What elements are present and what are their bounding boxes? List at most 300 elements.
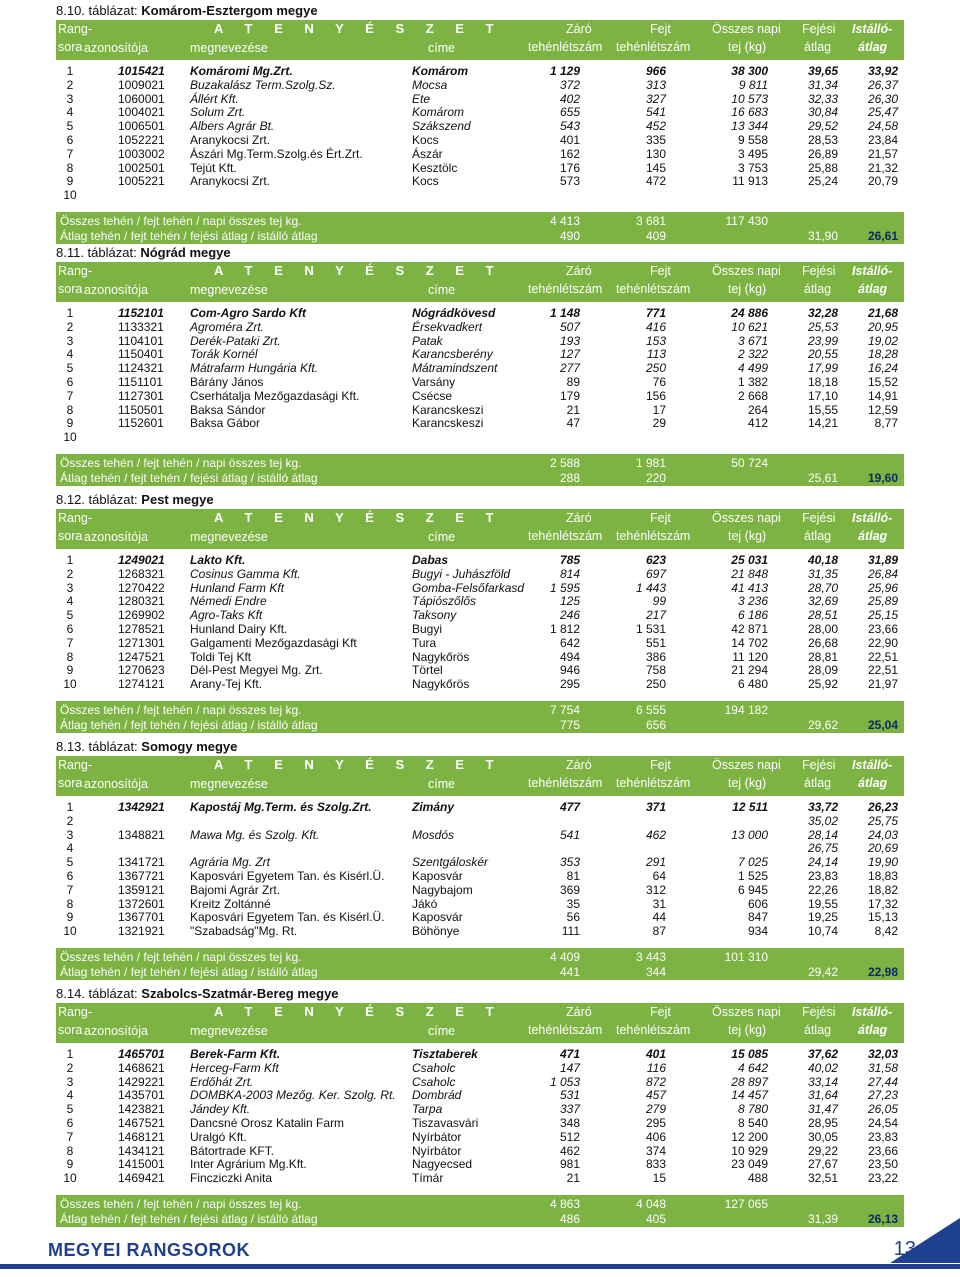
id-cell: 1434121 xyxy=(118,1143,165,1158)
osszes-tej-cell: 6 480 xyxy=(737,677,768,692)
rank-cell: 4 xyxy=(66,841,74,856)
summary-label-averages: Átlag tehén / fejt tehén / fejési átlag / istálló átlag xyxy=(60,228,318,243)
id-cell: 1002501 xyxy=(118,160,165,175)
rank-cell: 8 xyxy=(66,1143,74,1158)
istallo-atlag-cell: 23,66 xyxy=(867,1143,898,1158)
fejesi-atlag-cell: 28,09 xyxy=(807,663,838,678)
table-row xyxy=(56,1062,904,1076)
table-row xyxy=(56,1117,904,1131)
address-cell: Komárom xyxy=(412,64,469,78)
table-row xyxy=(56,79,904,93)
header-istallo-atlag: átlag xyxy=(858,529,888,543)
table-caption xyxy=(56,491,904,509)
id-cell: 1468621 xyxy=(118,1060,165,1075)
rank-cell: 7 xyxy=(66,1129,74,1144)
header-cime: címe xyxy=(428,777,456,791)
ranking-table xyxy=(56,1003,904,1227)
rank-cell: 10 xyxy=(63,924,77,939)
osszes-tej-cell: 606 xyxy=(747,896,768,911)
header-istallo: Istálló- xyxy=(852,1005,893,1019)
istallo-atlag-cell: 23,22 xyxy=(867,1171,898,1186)
footer-rule xyxy=(0,1264,960,1269)
address-cell: Tímár xyxy=(412,1171,444,1186)
fejesi-atlag-cell: 31,64 xyxy=(807,1088,838,1103)
table-row xyxy=(56,335,904,349)
header-sora: sora xyxy=(58,1023,83,1037)
header-osszes-napi: Összes napi xyxy=(712,1005,781,1019)
fejt-cell: 472 xyxy=(645,174,666,189)
fejesi-atlag-cell: 32,33 xyxy=(807,91,838,106)
fejesi-atlag-cell: 25,24 xyxy=(807,174,838,189)
id-cell: 1342921 xyxy=(118,800,165,814)
address-cell: Patak xyxy=(412,333,443,348)
name-cell: Hunland Farm Kft xyxy=(190,580,285,595)
name-cell: Kreitz Zoltánné xyxy=(190,896,271,911)
fejesi-atlag-cell: 26,75 xyxy=(807,841,838,856)
zaro-cell: 89 xyxy=(566,374,580,389)
istallo-atlag-cell: 22,51 xyxy=(867,649,898,664)
fejesi-atlag-cell: 25,88 xyxy=(807,160,838,175)
fejt-cell: 87 xyxy=(652,924,666,939)
istallo-atlag-cell: 32,03 xyxy=(867,1047,898,1061)
header-cime: címe xyxy=(428,41,456,55)
summary-label-totals: Összes tehén / fejt tehén / napi összes tej kg. xyxy=(60,702,302,717)
fejesi-atlag-cell: 37,62 xyxy=(807,1047,838,1061)
fejt-cell: 416 xyxy=(645,319,666,334)
header-atenyeszet: A T E N Y É S Z E T xyxy=(214,510,503,525)
header-istallo-atlag: átlag xyxy=(858,282,888,296)
fejt-cell: 833 xyxy=(645,1157,666,1172)
avg-fejesi: 31,39 xyxy=(807,1211,838,1226)
osszes-tej-cell: 14 702 xyxy=(731,635,768,650)
osszes-tej-cell: 11 120 xyxy=(732,649,768,664)
zaro-cell: 462 xyxy=(559,1143,580,1158)
fejt-cell: 295 xyxy=(645,1115,666,1130)
rank-cell: 5 xyxy=(66,855,74,870)
table-caption xyxy=(56,738,904,756)
name-cell: Baksa Sándor xyxy=(190,402,266,417)
header-sora: sora xyxy=(58,40,83,54)
istallo-atlag-cell: 25,47 xyxy=(867,105,898,120)
table-row xyxy=(56,390,904,404)
name-cell: Bátortrade KFT. xyxy=(190,1143,275,1158)
address-cell: Mátramindszent xyxy=(412,361,498,376)
summary-label-totals: Összes tehén / fejt tehén / napi összes tej kg. xyxy=(60,949,302,964)
fejt-cell: 250 xyxy=(645,361,666,376)
osszes-tej-cell: 2 668 xyxy=(737,388,768,403)
table-row xyxy=(56,1131,904,1145)
fejesi-atlag-cell: 20,55 xyxy=(807,347,838,362)
id-cell: 1280321 xyxy=(118,594,165,609)
rank-cell: 2 xyxy=(66,77,74,92)
id-cell: 1060001 xyxy=(118,91,165,106)
osszes-tej-cell: 3 495 xyxy=(737,146,768,161)
id-cell: 1006501 xyxy=(118,119,165,134)
rank-cell: 5 xyxy=(66,608,74,623)
id-cell: 1468121 xyxy=(118,1129,165,1144)
address-cell: Nagykőrös xyxy=(412,677,470,692)
zaro-cell: 543 xyxy=(559,119,580,134)
table-row xyxy=(56,1145,904,1159)
rank-cell: 5 xyxy=(66,361,74,376)
name-cell: Némedi Endre xyxy=(190,594,267,609)
table-row xyxy=(56,870,904,884)
fejt-cell: 406 xyxy=(645,1129,666,1144)
header-zaro: Záró xyxy=(566,22,592,36)
summary-label-averages: Átlag tehén / fejt tehén / fejési átlag / istálló átlag xyxy=(60,1211,318,1226)
rank-cell: 9 xyxy=(66,416,74,431)
istallo-atlag-cell: 26,05 xyxy=(867,1102,898,1117)
osszes-tej-cell: 11 913 xyxy=(732,174,768,189)
header-sora: sora xyxy=(58,776,83,790)
name-cell: Torák Kornél xyxy=(190,347,258,362)
header-azonosito: azonosítója xyxy=(84,530,148,544)
header-azonosito: azonosítója xyxy=(84,41,148,55)
zaro-cell: 541 xyxy=(559,827,580,842)
istallo-atlag-cell: 25,96 xyxy=(867,580,898,595)
istallo-atlag-cell: 33,92 xyxy=(867,64,898,78)
header-istallo-atlag: átlag xyxy=(858,40,888,54)
address-cell: Jákó xyxy=(412,896,438,911)
table-row xyxy=(56,1089,904,1103)
ranking-table xyxy=(56,509,904,733)
osszes-tej-cell: 13 344 xyxy=(731,119,768,134)
table-row xyxy=(56,842,904,856)
table-row xyxy=(56,568,904,582)
fejesi-atlag-cell: 40,18 xyxy=(807,553,838,567)
fejt-cell: 279 xyxy=(645,1102,666,1117)
header-osszes-napi: Összes napi xyxy=(712,758,781,772)
header-osszes-napi: Összes napi xyxy=(712,511,781,525)
header-tej-kg: tej (kg) xyxy=(728,776,767,790)
summary-band xyxy=(56,701,904,733)
fejesi-atlag-cell: 29,22 xyxy=(807,1143,838,1158)
summary-label-averages: Átlag tehén / fejt tehén / fejési átlag / istálló átlag xyxy=(60,470,318,485)
summary-label-totals: Összes tehén / fejt tehén / napi összes tej kg. xyxy=(60,1196,302,1211)
fejt-cell: 1 531 xyxy=(635,621,666,636)
address-cell: Nagybajom xyxy=(412,882,473,897)
caption-county: Komárom-Esztergom megye xyxy=(141,3,318,18)
rank-cell: 1 xyxy=(66,553,74,567)
name-cell: Lakto Kft. xyxy=(190,553,246,567)
header-megnevezes: megnevezése xyxy=(190,777,268,791)
caption-number: 8.13. táblázat: xyxy=(56,739,138,754)
name-cell: Herceg-Farm Kft xyxy=(190,1060,279,1075)
zaro-cell: 471 xyxy=(559,1047,580,1061)
osszes-tej-cell: 15 085 xyxy=(731,1047,768,1061)
osszes-tej-cell: 6 945 xyxy=(737,882,768,897)
istallo-atlag-cell: 31,89 xyxy=(867,553,898,567)
zaro-cell: 573 xyxy=(559,174,580,189)
zaro-cell: 402 xyxy=(559,91,580,106)
name-cell: "Szabadság"Mg. Rt. xyxy=(190,924,298,939)
name-cell: Uralgó Kft. xyxy=(190,1129,247,1144)
table-caption xyxy=(56,985,904,1003)
address-cell: Karancskeszi xyxy=(412,402,484,417)
header-istallo-atlag: átlag xyxy=(858,1023,888,1037)
id-cell: 1321921 xyxy=(118,924,165,939)
id-cell: 1469421 xyxy=(118,1171,165,1186)
osszes-tej-cell: 21 294 xyxy=(731,663,768,678)
county-section xyxy=(56,491,904,733)
istallo-atlag-cell: 14,91 xyxy=(867,388,898,403)
address-cell: Nyírbátor xyxy=(412,1129,462,1144)
fejesi-atlag-cell: 40,02 xyxy=(807,1060,838,1075)
istallo-atlag-cell: 25,15 xyxy=(867,608,898,623)
osszes-tej-cell: 24 886 xyxy=(731,306,768,320)
zaro-cell: 147 xyxy=(559,1060,580,1075)
header-fejt: Fejt xyxy=(650,264,671,278)
id-cell: 1151101 xyxy=(118,374,163,389)
table-row xyxy=(56,431,904,445)
zaro-cell: 35 xyxy=(566,896,580,911)
name-cell: Tejút Kft. xyxy=(190,160,237,175)
rank-cell: 4 xyxy=(66,1088,74,1103)
fejt-cell: 116 xyxy=(646,1060,666,1075)
fejesi-atlag-cell: 26,89 xyxy=(807,146,838,161)
header-rang: Rang- xyxy=(58,1005,93,1019)
rank-cell: 10 xyxy=(63,188,77,203)
zaro-cell: 21 xyxy=(566,402,580,417)
header-tej-kg: tej (kg) xyxy=(728,529,767,543)
istallo-atlag-cell: 17,32 xyxy=(867,896,898,911)
address-cell: Kaposvár xyxy=(412,868,463,883)
header-rang: Rang- xyxy=(58,511,93,525)
name-cell: Solum Zrt. xyxy=(190,105,246,120)
table-row xyxy=(56,417,904,431)
table-row xyxy=(56,678,904,692)
table-row xyxy=(56,856,904,870)
summary-label-totals: Összes tehén / fejt tehén / napi összes tej kg. xyxy=(60,213,302,228)
osszes-tej-cell: 1 382 xyxy=(737,374,768,389)
avg-zaro: 486 xyxy=(559,1211,580,1226)
avg-fejesi: 31,90 xyxy=(807,228,838,243)
header-istallo: Istálló- xyxy=(852,264,893,278)
fejt-cell: 153 xyxy=(645,333,666,348)
id-cell: 1372601 xyxy=(118,896,165,911)
name-cell: Kaposvári Egyetem Tan. és Kisérl.Ü. xyxy=(190,910,385,925)
header-tehenletszam: tehénlétszám xyxy=(528,282,603,296)
header-tej-kg: tej (kg) xyxy=(728,40,767,54)
osszes-tej-cell: 3 671 xyxy=(737,333,768,348)
name-cell: Bárány János xyxy=(190,374,264,389)
name-cell: Hunland Dairy Kft. xyxy=(190,621,288,636)
id-cell: 1359121 xyxy=(118,882,165,897)
rank-cell: 8 xyxy=(66,402,74,417)
header-tej-kg: tej (kg) xyxy=(728,282,767,296)
header-fejt: Fejt xyxy=(650,22,671,36)
name-cell: Komáromi Mg.Zrt. xyxy=(190,64,293,78)
fejesi-atlag-cell: 17,99 xyxy=(807,361,838,376)
header-zaro: Záró xyxy=(566,758,592,772)
istallo-atlag-cell: 26,23 xyxy=(867,800,898,814)
table-row xyxy=(56,664,904,678)
istallo-atlag-cell: 16,24 xyxy=(867,361,898,376)
table-row xyxy=(56,1048,904,1062)
id-cell: 1150401 xyxy=(118,347,164,362)
fejt-cell: 374 xyxy=(645,1143,666,1158)
istallo-atlag-cell: 21,68 xyxy=(867,306,898,320)
istallo-atlag-cell: 18,28 xyxy=(867,347,898,362)
caption-number: 8.11. táblázat: xyxy=(56,245,137,260)
fejesi-atlag-cell: 30,05 xyxy=(807,1129,838,1144)
rank-cell: 6 xyxy=(66,374,74,389)
header-megnevezes: megnevezése xyxy=(190,41,268,55)
zaro-cell: 176 xyxy=(559,160,580,175)
header-fejt-tehenletszam: tehénlétszám xyxy=(616,1023,691,1037)
header-megnevezes: megnevezése xyxy=(190,283,268,297)
osszes-tej-cell: 2 322 xyxy=(737,347,768,362)
name-cell: Cosinus Gamma Kft. xyxy=(190,566,301,581)
fejesi-atlag-cell: 30,84 xyxy=(807,105,838,120)
fejesi-atlag-cell: 28,51 xyxy=(807,608,838,623)
fejesi-atlag-cell: 10,74 xyxy=(807,924,838,939)
fejesi-atlag-cell: 32,51 xyxy=(807,1171,838,1186)
istallo-atlag-cell: 20,69 xyxy=(867,841,898,856)
id-cell: 1348821 xyxy=(118,827,165,842)
zaro-cell: 372 xyxy=(559,77,580,92)
name-cell: Baksa Gábor xyxy=(190,416,261,431)
table-row xyxy=(56,148,904,162)
name-cell: Albers Agrár Bt. xyxy=(190,119,275,134)
fejesi-atlag-cell: 14,21 xyxy=(807,416,838,431)
fejesi-atlag-cell: 31,34 xyxy=(807,77,838,92)
fejesi-atlag-cell: 25,53 xyxy=(807,319,838,334)
id-cell: 1052221 xyxy=(118,132,165,147)
ranking-table xyxy=(56,20,904,244)
rank-cell: 6 xyxy=(66,132,74,147)
rank-cell: 8 xyxy=(66,896,74,911)
avg-fejt: 405 xyxy=(645,1211,666,1226)
table-header xyxy=(56,756,904,796)
id-cell: 1015421 xyxy=(118,64,165,78)
name-cell: Erdőhát Zrt. xyxy=(190,1074,254,1089)
fejt-cell: 76 xyxy=(652,374,666,389)
fejt-cell: 386 xyxy=(645,649,666,664)
istallo-atlag-cell: 12,59 xyxy=(867,402,898,417)
total-tej: 127 065 xyxy=(724,1196,768,1211)
header-istallo: Istálló- xyxy=(852,511,893,525)
fejt-cell: 966 xyxy=(645,64,666,78)
zaro-cell: 246 xyxy=(559,608,580,623)
table-row xyxy=(56,307,904,321)
osszes-tej-cell: 10 929 xyxy=(731,1143,768,1158)
osszes-tej-cell: 12 511 xyxy=(732,800,768,814)
fejt-cell: 1 443 xyxy=(635,580,666,595)
address-cell: Ászár xyxy=(412,146,443,161)
rank-cell: 9 xyxy=(66,1157,74,1172)
istallo-atlag-cell: 22,90 xyxy=(867,635,898,650)
header-cime: címe xyxy=(428,530,456,544)
header-fejesi: Fejési xyxy=(802,1005,836,1019)
table-header xyxy=(56,262,904,302)
header-fejesi: Fejési xyxy=(802,758,836,772)
table-row xyxy=(56,1076,904,1090)
fejt-cell: 401 xyxy=(645,1047,666,1061)
table-row xyxy=(56,134,904,148)
rank-cell: 10 xyxy=(63,1171,77,1186)
zaro-cell: 295 xyxy=(559,677,580,692)
header-osszes-napi: Összes napi xyxy=(712,22,781,36)
address-cell: Tápiószőlős xyxy=(412,594,477,609)
fejesi-atlag-cell: 19,55 xyxy=(807,896,838,911)
rank-cell: 6 xyxy=(66,1115,74,1130)
osszes-tej-cell: 14 457 xyxy=(731,1088,768,1103)
total-tej: 194 182 xyxy=(724,702,768,717)
name-cell: Cserhátalja Mezőgazdasági Kft. xyxy=(190,388,360,403)
address-cell: Dabas xyxy=(412,553,449,567)
osszes-tej-cell: 3 236 xyxy=(737,594,768,609)
total-fejt: 4 048 xyxy=(635,1196,666,1211)
table-row xyxy=(56,884,904,898)
fejt-cell: 327 xyxy=(645,91,666,106)
istallo-atlag-cell: 22,51 xyxy=(867,663,898,678)
table-row xyxy=(56,106,904,120)
rank-cell: 3 xyxy=(66,333,74,348)
istallo-atlag-cell: 15,52 xyxy=(867,374,898,389)
address-cell: Tiszavasvári xyxy=(412,1115,479,1130)
caption-county: Pest megye xyxy=(141,492,214,507)
address-cell: Karancskeszi xyxy=(412,416,484,431)
osszes-tej-cell: 12 200 xyxy=(731,1129,768,1144)
table-body xyxy=(56,60,904,212)
rank-cell: 8 xyxy=(66,649,74,664)
header-zaro: Záró xyxy=(566,1005,592,1019)
istallo-atlag-cell: 24,58 xyxy=(867,119,898,134)
avg-zaro: 490 xyxy=(559,228,580,243)
name-cell: Dancsné Orosz Katalin Farm xyxy=(190,1115,345,1130)
table-row xyxy=(56,93,904,107)
id-cell: 1270623 xyxy=(118,663,165,678)
id-cell: 1278521 xyxy=(118,621,165,636)
header-tehenletszam: tehénlétszám xyxy=(528,529,603,543)
address-cell: Varsány xyxy=(412,374,456,389)
caption-county: Somogy megye xyxy=(141,739,238,754)
zaro-cell: 655 xyxy=(559,105,580,120)
zaro-cell: 277 xyxy=(559,361,580,376)
zaro-cell: 353 xyxy=(559,855,580,870)
osszes-tej-cell: 4 499 xyxy=(737,361,768,376)
avg-istallo: 26,61 xyxy=(867,228,898,243)
table-row xyxy=(56,162,904,176)
osszes-tej-cell: 934 xyxy=(747,924,768,939)
fejt-cell: 697 xyxy=(645,566,666,581)
zaro-cell: 125 xyxy=(559,594,580,609)
osszes-tej-cell: 8 540 xyxy=(737,1115,768,1130)
address-cell: Mocsa xyxy=(412,77,448,92)
header-tehenletszam: tehénlétszám xyxy=(528,1023,603,1037)
zaro-cell: 179 xyxy=(559,388,580,403)
osszes-tej-cell: 412 xyxy=(747,416,768,431)
rank-cell: 3 xyxy=(66,580,74,595)
header-atenyeszet: A T E N Y É S Z E T xyxy=(214,757,503,772)
address-cell: Nógrádkövesd xyxy=(412,306,496,320)
osszes-tej-cell: 25 031 xyxy=(731,553,768,567)
header-fejesi-atlag: átlag xyxy=(804,40,832,54)
istallo-atlag-cell: 8,42 xyxy=(874,924,898,939)
osszes-tej-cell: 38 300 xyxy=(731,64,768,78)
id-cell: 1247521 xyxy=(118,649,165,664)
zaro-cell: 946 xyxy=(559,663,580,678)
avg-istallo: 26,13 xyxy=(867,1211,898,1226)
rank-cell: 4 xyxy=(66,347,74,362)
avg-zaro: 288 xyxy=(559,470,580,485)
name-cell: Fincziczki Anita xyxy=(190,1171,273,1186)
zaro-cell: 47 xyxy=(566,416,580,431)
address-cell: Csaholc xyxy=(412,1060,456,1075)
total-tej: 50 724 xyxy=(731,455,768,470)
rank-cell: 6 xyxy=(66,868,74,883)
